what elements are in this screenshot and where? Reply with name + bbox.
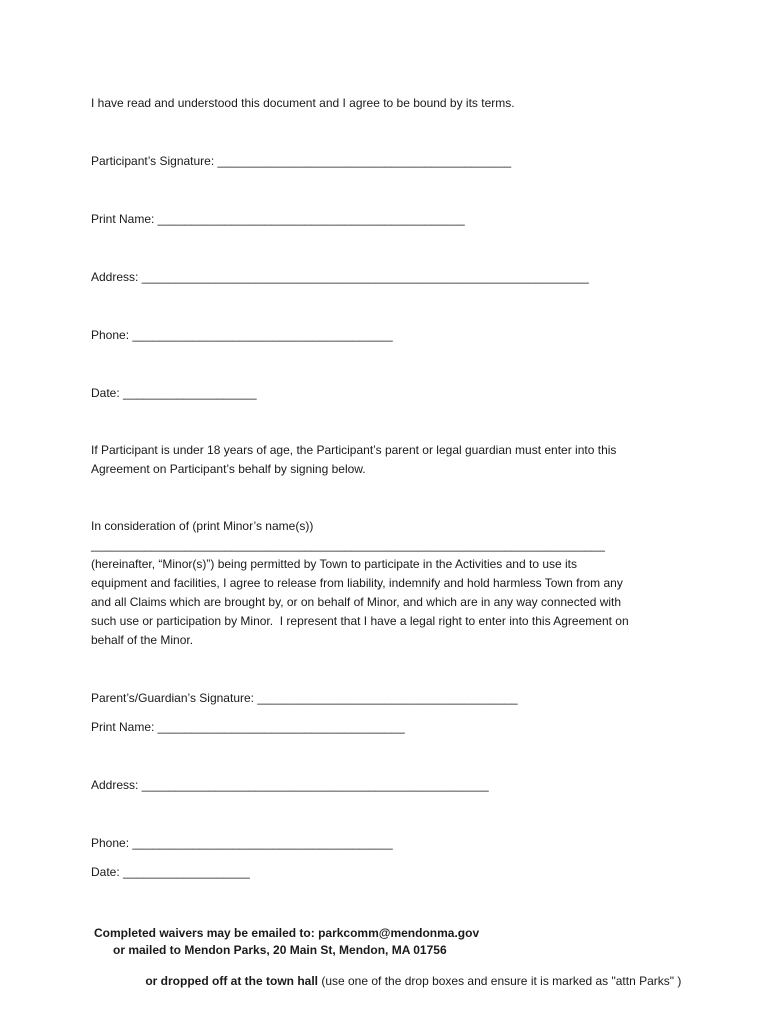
participant-print-name-field[interactable]: Print Name: ______________________________________________ [91, 212, 465, 226]
footer-dropoff-bold: or dropped off at the town hall [145, 974, 318, 988]
footer-mail-line: or mailed to Mendon Parks, 20 Main St, Mendon, MA 01756 [113, 943, 447, 957]
guardian-signature-field[interactable]: Parent’s/Guardian’s Signature: _______________________________________ [91, 691, 518, 705]
footer-dropoff-line [132, 960, 681, 1002]
minor-consideration-line: such use or participation by Minor. I represent that I have a legal right to enter into this Agreement on [91, 614, 629, 628]
minor-consideration-line: (hereinafter, “Minor(s)”) being permitted by Town to participate in the Activities and to use its [91, 557, 578, 571]
minor-consideration-line: behalf of the Minor. [91, 633, 194, 647]
participant-phone-field[interactable]: Phone: _______________________________________ [91, 328, 393, 342]
participant-signature-field[interactable]: Participant’s Signature: ____________________________________________ [91, 154, 512, 168]
minor-name-field[interactable]: _____________________________________________________________________________ [91, 538, 605, 552]
guardian-address-field[interactable]: Address: ____________________________________________________ [91, 778, 489, 792]
participant-date-field[interactable]: Date: ____________________ [91, 386, 257, 400]
minor-consideration-line: equipment and facilities, I agree to release from liability, indemnify and hold harmless Town from any [91, 576, 623, 590]
agreement-statement: I have read and understood this document and I agree to be bound by its terms. [91, 96, 515, 110]
minor-notice-line: Agreement on Participant’s behalf by signing below. [91, 462, 366, 476]
minor-consideration-line: and all Claims which are brought by, or on behalf of Minor, and which are in any way connected with [91, 595, 622, 609]
minor-consideration-paragraph [91, 517, 671, 650]
minor-consideration-line: In consideration of (print Minor’s name(s)) [91, 519, 314, 533]
minor-notice [91, 441, 671, 479]
participant-address-field[interactable]: Address: ___________________________________________________________________ [91, 270, 589, 284]
footer-email-line: Completed waivers may be emailed to: parkcomm@mendonma.gov [94, 926, 480, 940]
minor-notice-line: If Participant is under 18 years of age, the Participant’s parent or legal guardian must enter into this [91, 443, 617, 457]
guardian-print-name-field[interactable]: Print Name: _____________________________________ [91, 720, 405, 734]
guardian-phone-field[interactable]: Phone: _______________________________________ [91, 836, 393, 850]
guardian-date-field[interactable]: Date: ___________________ [91, 865, 250, 879]
footer-dropoff-note: (use one of the drop boxes and ensure it is marked as "attn Parks" ) [318, 974, 682, 988]
